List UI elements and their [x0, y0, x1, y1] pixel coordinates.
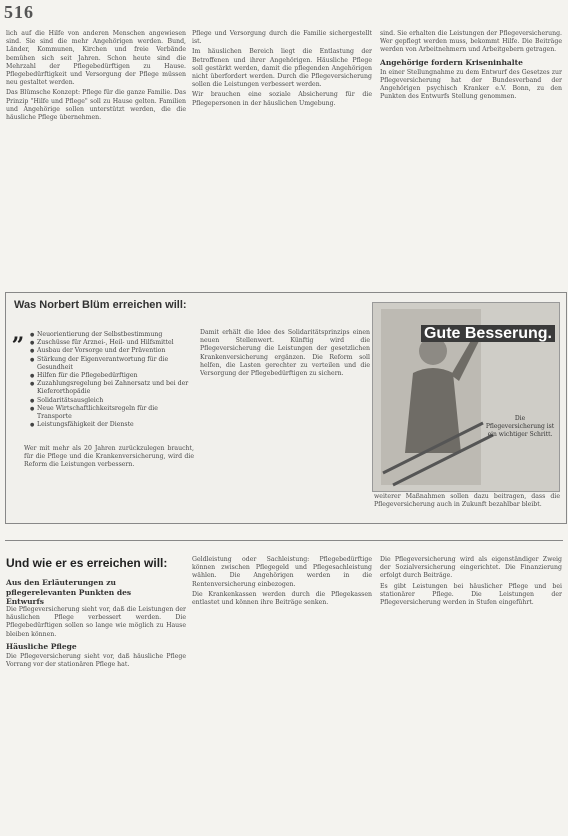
top-column-3 [380, 30, 562, 282]
list-item: ● Stärkung der Eigenverantwortung für die Gesundheit [30, 356, 193, 372]
paragraph: Pflege und Versorgung durch die Familie sichergestellt ist. [192, 30, 372, 46]
section-heading: Und wie er es erreichen will: [6, 556, 168, 570]
list-item: ● Hilfen für die Pflegebedürftigen [30, 372, 193, 380]
top-column-2 [192, 30, 372, 282]
photo-caption: Die Pflegeversicherung ist ein wichtiger Schritt. [485, 415, 555, 438]
bottom-column-1 [6, 606, 186, 802]
paragraph: Die Pflegeversicherung wird als eigenständiger Zweig der Sozialversicherung eingerichtet. Die Finanzierung erfolgt durch Beiträge. [380, 556, 562, 580]
list-item: ● Neuorientierung der Selbstbestimmung [30, 331, 193, 339]
page-number: 516 [4, 2, 34, 22]
list-item: ● Leistungsfähigkeit der Dienste [30, 421, 193, 429]
paragraph: Es gibt Leistungen bei häuslicher Pflege und bei stationärer Pflege. Die Leistungen der Pflegeversicherung werden in Stufen eingeführt. [380, 582, 562, 607]
paragraph: lich auf die Hilfe von anderen Menschen angewiesen sind. Sie sind die mehr Angehörigen werden. Bund, Länder, Kommunen, Kirchen und freie Verbände bemühen sich seit Jahren. Schon heute sind die Mehrzahl der Pflegebedürftigen zu Hause. Pflegebedürftigkeit und Versorgung der Pflege müssen neu gestaltet werden. [6, 30, 186, 87]
box-column-1-tail: Wer mit mehr als 20 Jahren zurückzulegen braucht, für die Pflege und die Krankenversicherung, wird die Reform die Leistungen verbessern. [24, 445, 194, 469]
paragraph: Die Pflegeversicherung sieht vor, daß die Leistungen der häuslichen Pflege verbessert werden. Die Pflegebedürftigen sollen so lange wie möglich zu Hause bleiben können. [6, 606, 186, 638]
paragraph: Geldleistung oder Sachleistung: Pflegebedürftige können zwischen Pflegegeld und Pflegesachleistung wählen. Die Angehörigen werden in die Rentenversicherung einbezogen. [192, 556, 372, 588]
box-column-2: Damit erhält die Idee des Solidaritätsprinzips einen neuen Stellenwert. Künftig wird die Pflegeversicherung die Leistungen der gesetzlichen Krankenversicherung ergänzen. Die Reform soll helfen, die Lasten gerechter zu verteilen und die Versorgung der Pflegebedürftigen zu sichern. [200, 329, 370, 378]
section-divider [5, 540, 563, 541]
list-item: ● Solidaritätsausgleich [30, 397, 193, 405]
bottom-column-2 [192, 556, 372, 802]
top-column-1 [6, 30, 186, 282]
section-subheading: Aus den Erläuterungen zu pflegerelevanten Punkten des Entwurfs [6, 578, 132, 606]
paragraph: Die Pflegeversicherung sieht vor, daß häusliche Pflege Vorrang vor der stationären Pflege hat. [6, 653, 186, 669]
box-column-3-tail: weiterer Maßnahmen sollen dazu beitragen, dass die Pflegeversicherung auch in Zukunft bezahlbar bleibt. [374, 493, 560, 509]
paragraph: Im häuslichen Bereich liegt die Entlastung der Betroffenen und ihrer Angehörigen. Häusliche Pflege soll gestärkt werden, damit die pflegenden Angehörigen nicht überfordert werden. Durch die Pflegeversicherung sollen die Leistungen verbessert werden. [192, 48, 372, 89]
column-subhead: Angehörige fordern Kriseninhalte [380, 57, 523, 67]
list-item: ● Zuschüsse für Arznei-, Heil- und Hilfsmittel [30, 339, 193, 347]
box-title: Was Norbert Blüm erreichen will: [14, 299, 187, 311]
list-item: ● Zuzahlungsregelung bei Zahnersatz und bei der Kieferorthopädie [30, 380, 193, 396]
paragraph: In einer Stellungnahme zu dem Entwurf des Gesetzes zur Pflegeversicherung hat der Bundesverband der Angehörigen psychisch Kranker e.V. Bonn, zu den Punkten des Entwurfs Stellung genommen. [380, 68, 562, 101]
paragraph: Die Krankenkassen werden durch die Pflegekassen entlastet und können ihre Beiträge senken. [192, 590, 372, 607]
column-subhead: Häusliche Pflege [6, 641, 77, 651]
paragraph: Wir brauchen eine soziale Absicherung für die Pflegepersonen in der häuslichen Umgebung. [192, 91, 372, 107]
politician-photo [372, 302, 560, 492]
goal-list [30, 331, 193, 429]
paragraph: sind. Sie erhalten die Leistungen der Pflegeversicherung. Wer gepflegt werden muss, bekommt Hilfe. Die Beiträge werden von Arbeitnehmern und Arbeitgebern getragen. [380, 30, 562, 54]
list-item: ● Ausbau der Vorsorge und der Prävention [30, 347, 193, 355]
quote-mark-icon: „ [12, 320, 25, 346]
paragraph: Das Blümsche Konzept: Pflege für die ganze Familie. Das Prinzip "Hilfe und Pflege" soll zu Hause gelten. Familien und Angehörige sollen unterstützt werden, die die häusliche Pflege übernehmen. [6, 89, 186, 122]
list-item: ● Neue Wirtschaftlichkeitsregeln für die Transporte [30, 405, 193, 421]
photo-banner: Gute Besserung. [421, 325, 555, 342]
bottom-column-3 [380, 556, 562, 802]
